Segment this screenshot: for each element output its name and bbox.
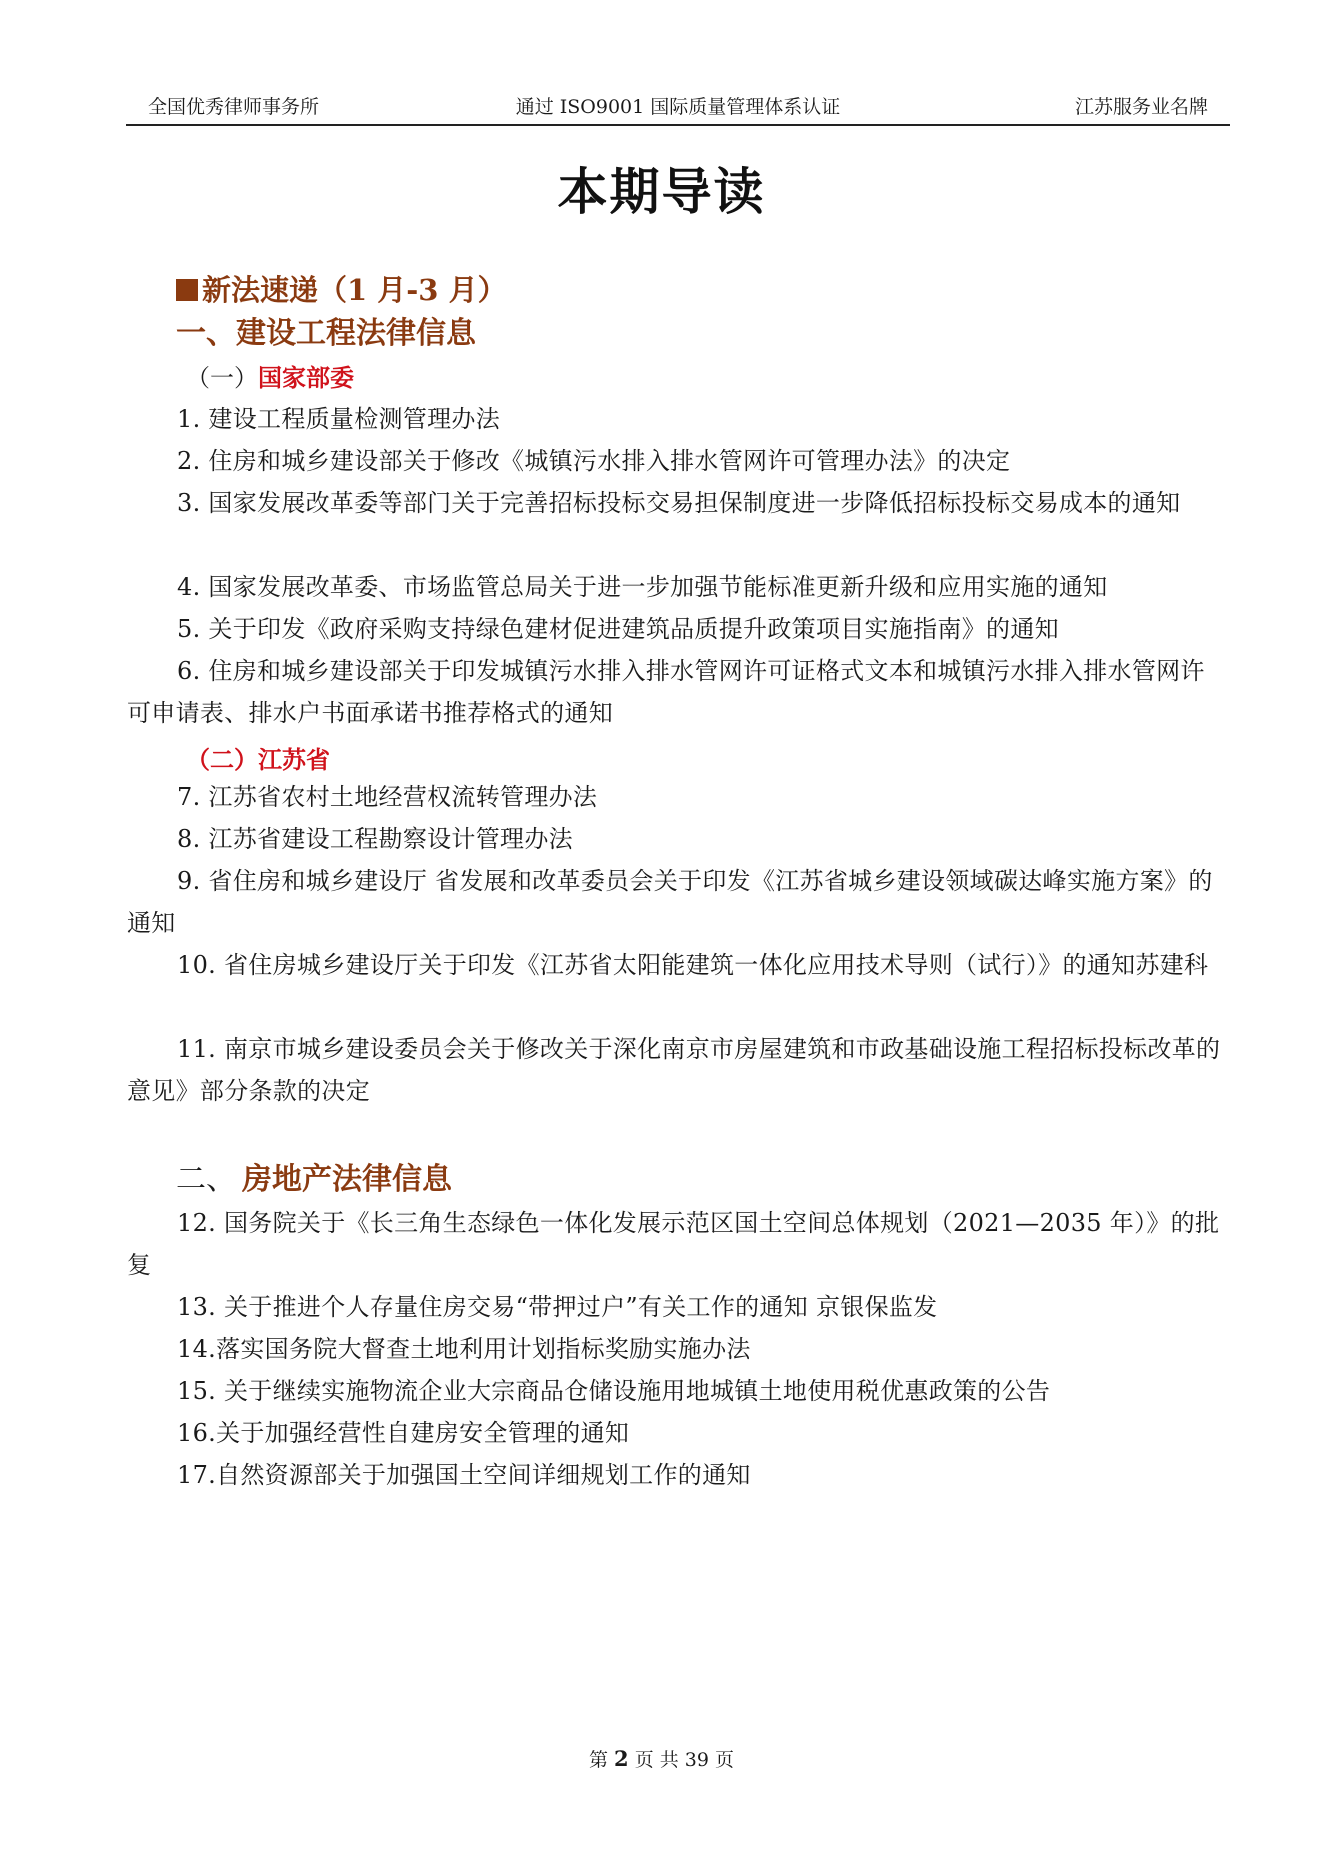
section2-number: 二、 [176, 1162, 236, 1197]
list-item: 3. 国家发展改革委等部门关于完善招标投标交易担保制度进一步降低招标投标交易成本的通知 [177, 489, 1181, 517]
list-item: 4. 国家发展改革委、市场监管总局关于进一步加强节能标准更新升级和应用实施的通知 [177, 573, 1108, 601]
list-item: 1. 建设工程质量检测管理办法 [177, 405, 501, 433]
page-footer [0, 1745, 1323, 1774]
section1-sub1 [186, 360, 354, 396]
square-bullet-icon [176, 279, 198, 301]
section1-heading: 一、建设工程法律信息 [176, 316, 476, 351]
news-heading [176, 270, 507, 310]
section2-heading-text: 房地产法律信息 [242, 1162, 452, 1197]
list-item: 13. 关于推进个人存量住房交易“带押过户”有关工作的通知 京银保监发 [177, 1293, 938, 1321]
footer-pre: 第 [588, 1749, 608, 1771]
sub1-label: 国家部委 [258, 363, 354, 392]
footer-post: 页 [715, 1749, 735, 1771]
list-item: 14.落实国务院大督查土地利用计划指标奖励实施办法 [177, 1335, 751, 1363]
list-item: 9. 省住房和城乡建设厅 省发展和改革委员会关于印发《江苏省城乡建设领域碳达峰实施方案》的通知 [127, 867, 1213, 937]
header-center-text: 通过 ISO9001 国际质量管理体系认证 [515, 96, 841, 118]
page-header [126, 94, 1230, 126]
list-item: 5. 关于印发《政府采购支持绿色建材促进建筑品质提升政策项目实施指南》的通知 [177, 615, 1059, 643]
list-item: 8. 江苏省建设工程勘察设计管理办法 [177, 825, 573, 853]
list-item: 16.关于加强经营性自建房安全管理的通知 [177, 1419, 630, 1447]
news-heading-text: 新法速递（1 月-3 月） [202, 273, 507, 307]
footer-page-number: 2 [614, 1746, 629, 1771]
list-item: 17.自然资源部关于加强国土空间详细规划工作的通知 [177, 1461, 751, 1489]
header-left-text: 全国优秀律师事务所 [148, 96, 320, 118]
section1-sub2: （二）江苏省 [186, 745, 330, 774]
list-item: 10. 省住房城乡建设厅关于印发《江苏省太阳能建筑一体化应用技术导则（试行）》的通知苏建科 [177, 951, 1209, 979]
header-right-text: 江苏服务业名牌 [1074, 96, 1208, 118]
sub1-paren: （一） [186, 364, 258, 392]
list-item: 12. 国务院关于《长三角生态绿色一体化发展示范区国土空间总体规划（2021—2035 年）》的批复 [127, 1209, 1220, 1279]
page-title: 本期导读 [557, 163, 766, 221]
list-item: 15. 关于继续实施物流企业大宗商品仓储设施用地城镇土地使用税优惠政策的公告 [177, 1377, 1051, 1405]
list-item: 11. 南京市城乡建设委员会关于修改关于深化南京市房屋建筑和市政基础设施工程招标投标改革的意见》部分条款的决定 [127, 1035, 1221, 1105]
footer-total-pages: 39 [684, 1749, 709, 1771]
footer-mid: 页 共 [634, 1749, 679, 1771]
list-item: 2. 住房和城乡建设部关于修改《城镇污水排入排水管网许可管理办法》的决定 [177, 447, 1011, 475]
section2-heading [176, 1160, 452, 1200]
list-item: 7. 江苏省农村土地经营权流转管理办法 [177, 783, 598, 811]
list-item: 6. 住房和城乡建设部关于印发城镇污水排入排水管网许可证格式文本和城镇污水排入排水管网许可申请表、排水户书面承诺书推荐格式的通知 [127, 657, 1205, 727]
